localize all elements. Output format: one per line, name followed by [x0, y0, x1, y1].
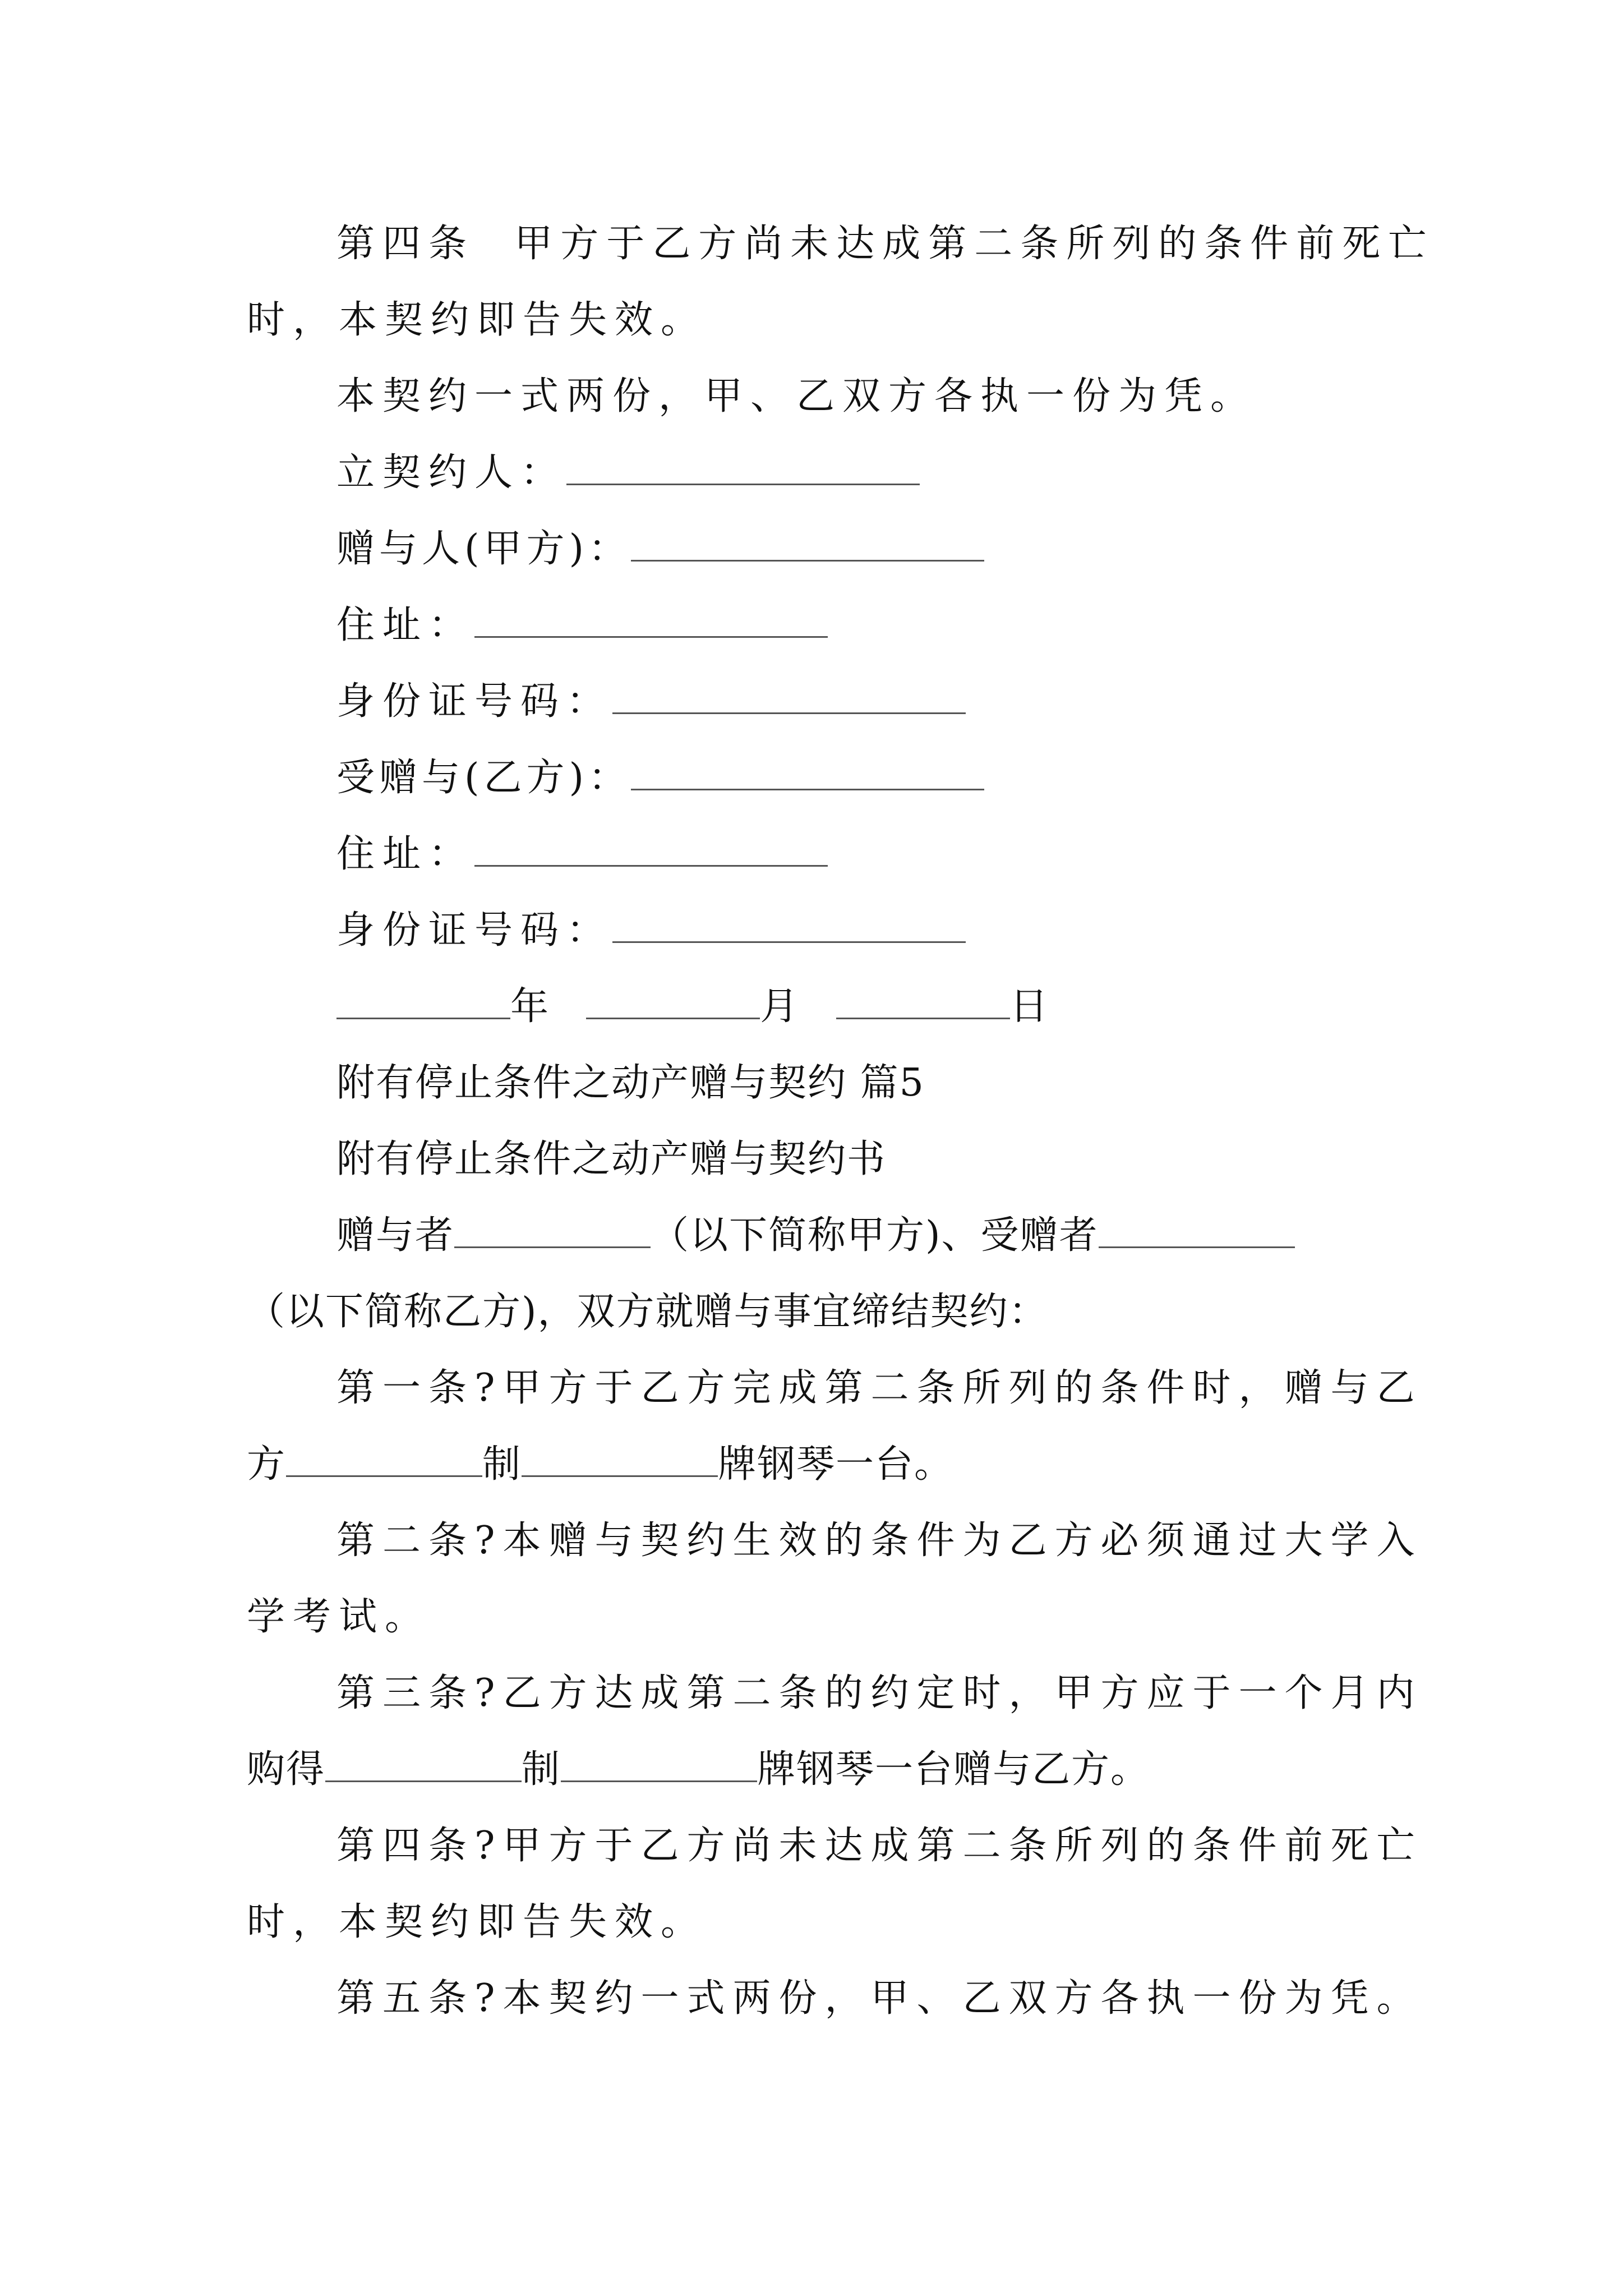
clause-1-line-2 [247, 1439, 953, 1490]
donee-id-blank [612, 907, 966, 943]
contract-title [336, 1134, 886, 1185]
text: 时，本契约即告失效。 [247, 1900, 707, 1944]
label: 住址： [336, 603, 475, 647]
copies-line [336, 371, 1256, 422]
text: 附有停止条件之动产赠与契约书 [336, 1137, 887, 1181]
section-heading [336, 1058, 925, 1108]
parties-line-2 [247, 1287, 1048, 1337]
donee-id-line [336, 905, 966, 956]
contractor-line [336, 448, 920, 498]
donee-address-line [336, 829, 828, 880]
label: 赠与人(甲方)： [336, 527, 631, 571]
day-label: 日 [1009, 984, 1053, 1029]
text: 时，本契约即告失效。 [247, 298, 707, 342]
text: 制 [522, 1747, 561, 1792]
text: （以下简称乙方)，双方就赠与事宜缔结契约： [247, 1290, 1048, 1334]
text: （以下简称甲方)、受赠者 [651, 1213, 1099, 1258]
label: 身份证号码： [336, 679, 613, 724]
clause-4-line-1 [336, 1821, 1422, 1871]
date-line [336, 982, 1053, 1032]
month-blank [586, 983, 760, 1019]
text: 牌钢琴一台。 [718, 1442, 954, 1487]
clause-5-line [336, 1973, 1422, 2024]
month-label: 月 [760, 984, 803, 1029]
donor-address-line [336, 600, 828, 651]
label: 受赠与(乙方)： [336, 756, 631, 800]
text: 方 [247, 1442, 287, 1487]
clause-2-line-2 [247, 1592, 431, 1642]
donor-address-blank [474, 601, 828, 638]
donee-line [336, 753, 984, 803]
donee-name-blank [1099, 1212, 1295, 1248]
text: 第二条?本赠与契约生效的条件为乙方必须通过大学入 [336, 1519, 1423, 1563]
text: 第五条?本契约一式两份，甲、乙双方各执一份为凭。 [336, 1976, 1423, 2021]
clause-3-line-2 [247, 1745, 1150, 1795]
contractor-blank [566, 449, 920, 485]
maker-blank [286, 1441, 482, 1477]
day-blank [836, 983, 1010, 1019]
article-4-line-2 [247, 295, 707, 346]
donor-blank [631, 525, 984, 562]
text: 附有停止条件之动产赠与契约 篇5 [336, 1061, 925, 1105]
donee-address-blank [474, 830, 828, 867]
clause-4-line-2 [247, 1897, 707, 1948]
text: 制 [482, 1442, 522, 1487]
text: 第四条?甲方于乙方尚未达成第二条所列的条件前死亡 [336, 1824, 1423, 1868]
parties-line-1 [336, 1211, 1295, 1261]
donee-blank [631, 754, 984, 790]
text: 赠与者 [336, 1213, 455, 1258]
label: 身份证号码： [336, 908, 613, 953]
clause-3-line-1 [336, 1668, 1422, 1719]
text: 第三条?乙方达成第二条的约定时，甲方应于一个月内 [336, 1671, 1423, 1715]
label: 住址： [336, 832, 475, 876]
label: 立契约人： [336, 450, 567, 495]
brand-blank [561, 1746, 757, 1782]
donor-line [336, 524, 984, 574]
donor-name-blank [454, 1212, 651, 1248]
year-blank [336, 983, 510, 1019]
text: 第四条 甲方于乙方尚未达成第二条所列的条件前死亡 [336, 222, 1435, 266]
text: 学考试。 [247, 1595, 431, 1639]
text: 购得 [247, 1747, 326, 1792]
text: 本契约一式两份，甲、乙双方各执一份为凭。 [336, 374, 1257, 418]
article-4-line-1 [336, 219, 1434, 269]
maker-blank [325, 1746, 522, 1782]
year-label: 年 [510, 984, 554, 1029]
donor-id-line [336, 677, 966, 727]
clause-1-line-1 [336, 1363, 1422, 1414]
donor-id-blank [612, 678, 966, 714]
clause-2-line-1 [336, 1516, 1422, 1566]
brand-blank [522, 1441, 718, 1477]
text: 第一条?甲方于乙方完成第二条所列的条件时，赠与乙 [336, 1366, 1423, 1410]
text: 牌钢琴一台赠与乙方。 [757, 1747, 1150, 1792]
